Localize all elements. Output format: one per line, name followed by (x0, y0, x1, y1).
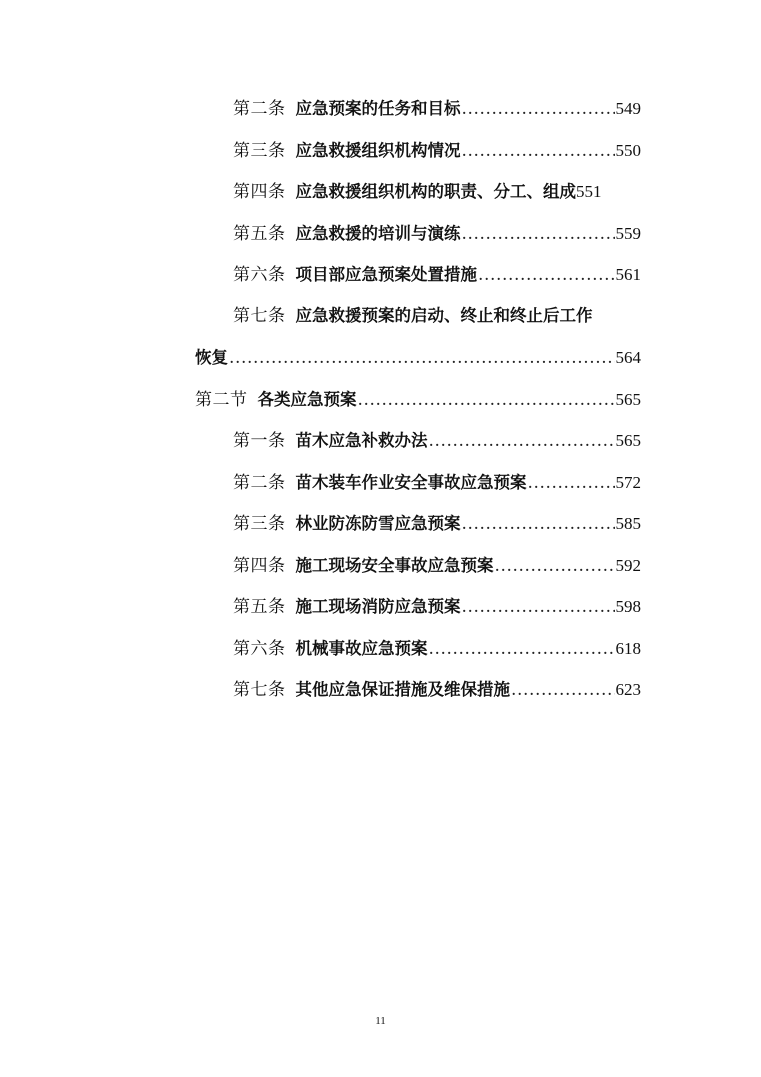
dot-leader (462, 140, 615, 162)
toc-entry[interactable] (233, 181, 641, 203)
toc-entry[interactable] (233, 679, 641, 701)
toc-entry-title: 各类应急预案 (257, 390, 357, 409)
toc-entry[interactable] (233, 472, 641, 494)
toc-entry-page: 564 (615, 348, 641, 367)
toc-entry-title: 应急救援的培训与演练 (295, 224, 461, 243)
toc-entry-title: 恢复 (195, 348, 228, 367)
toc-entry-page: 550 (615, 141, 641, 160)
toc-entry[interactable] (233, 555, 641, 577)
toc-entry-page: 618 (615, 639, 641, 658)
dot-leader (229, 347, 615, 369)
dot-leader (462, 513, 615, 535)
toc-entry-page: 551 (576, 182, 602, 201)
toc-entry[interactable] (233, 513, 641, 535)
toc-entry-page: 598 (615, 597, 641, 616)
toc-entry-number: 第七条 (233, 680, 286, 700)
toc-entry-number: 第二条 (233, 473, 286, 493)
toc-section-entry[interactable] (195, 389, 641, 411)
toc-entry-number: 第七条 (233, 306, 286, 326)
dot-leader (495, 555, 615, 577)
toc-entry-number: 第四条 (233, 556, 286, 576)
toc-entry[interactable] (233, 430, 641, 452)
toc-entry[interactable] (233, 223, 641, 245)
toc-entry-number: 第五条 (233, 224, 286, 244)
toc-entry-page: 549 (615, 99, 641, 118)
toc-entry-title: 其他应急保证措施及维保措施 (295, 680, 510, 699)
toc-entry-title: 应急救援组织机构的职责、分工、组成 (295, 182, 576, 201)
toc-entry-number: 第二条 (233, 99, 286, 119)
toc-entry-continuation[interactable] (195, 347, 641, 369)
toc-entry-title: 施工现场消防应急预案 (295, 597, 461, 616)
toc-entry-title: 施工现场安全事故应急预案 (295, 556, 494, 575)
toc-entry-page: 623 (615, 680, 641, 699)
toc-entry-number: 第四条 (233, 182, 286, 202)
toc-entry-title: 苗木应急补救办法 (295, 431, 428, 450)
toc-entry-page: 561 (615, 265, 641, 284)
toc-entry-title: 苗木装车作业安全事故应急预案 (295, 473, 527, 492)
toc-entry-number: 第一条 (233, 431, 286, 451)
toc-entry-title: 项目部应急预案处置措施 (295, 265, 477, 284)
toc-entry-title: 机械事故应急预案 (295, 639, 428, 658)
toc-entry-number: 第二节 (195, 390, 248, 410)
dot-leader (478, 264, 615, 286)
toc-entry-title: 应急救援预案的启动、终止和终止后工作 (295, 306, 593, 325)
toc-entry[interactable] (233, 305, 641, 327)
toc-entry[interactable] (233, 264, 641, 286)
toc-entry-page: 572 (615, 473, 641, 492)
dot-leader (358, 389, 615, 411)
dot-leader (528, 472, 615, 494)
toc-entry[interactable] (233, 638, 641, 660)
toc-entry-page: 565 (615, 431, 641, 450)
toc-entry-page: 592 (615, 556, 641, 575)
dot-leader (429, 638, 615, 660)
toc-entry[interactable] (233, 98, 641, 120)
toc-entry-title: 林业防冻防雪应急预案 (295, 514, 461, 533)
toc-entry-title: 应急预案的任务和目标 (295, 99, 461, 118)
toc-entry[interactable] (233, 140, 641, 162)
dot-leader (462, 596, 615, 618)
toc-entry-number: 第六条 (233, 265, 286, 285)
toc-entry-page: 565 (615, 390, 641, 409)
toc-entry-number: 第三条 (233, 514, 286, 534)
toc-entry[interactable] (233, 596, 641, 618)
toc-entry-title: 应急救援组织机构情况 (295, 141, 461, 160)
page-number: 11 (375, 1015, 386, 1027)
toc-entry-page: 585 (615, 514, 641, 533)
toc-entry-number: 第六条 (233, 639, 286, 659)
toc-entry-page: 559 (615, 224, 641, 243)
dot-leader (462, 98, 615, 120)
dot-leader (462, 223, 615, 245)
toc-entry-number: 第五条 (233, 597, 286, 617)
toc-entry-number: 第三条 (233, 141, 286, 161)
dot-leader (429, 430, 615, 452)
dot-leader (511, 679, 615, 701)
